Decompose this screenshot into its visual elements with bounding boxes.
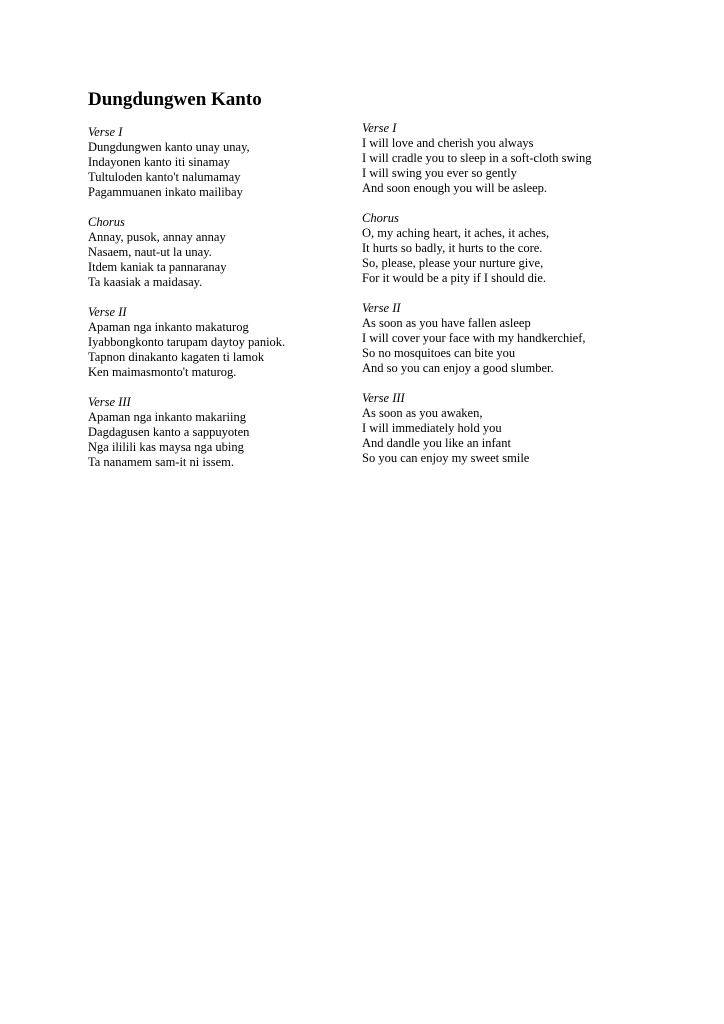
- lyric-line: Annay, pusok, annay annay: [88, 230, 226, 244]
- stanza-label: Chorus: [362, 211, 399, 225]
- lyric-line: I will love and cherish you always: [362, 136, 534, 150]
- lyric-line: Ta nanamem sam-it ni issem.: [88, 455, 234, 469]
- stanza-label: Verse II: [88, 305, 127, 319]
- lyric-line: So no mosquitoes can bite you: [362, 346, 516, 360]
- stanza: [88, 125, 388, 200]
- lyric-line: And soon enough you will be asleep.: [362, 181, 548, 195]
- lyric-line: So, please, please your nurture give,: [362, 256, 544, 270]
- lyric-line: Ken maimasmonto't maturog.: [88, 365, 237, 379]
- stanza: [362, 391, 662, 466]
- lyric-line: And dandle you like an infant: [362, 436, 511, 450]
- lyric-line: Itdem kaniak ta pannaranay: [88, 260, 227, 274]
- stanza-label: Verse I: [88, 125, 123, 139]
- stanza: [362, 301, 662, 376]
- stanza: [362, 211, 662, 286]
- lyric-line: Apaman nga inkanto makariing: [88, 410, 246, 424]
- lyric-line: As soon as you have fallen asleep: [362, 316, 531, 330]
- lyric-line: As soon as you awaken,: [362, 406, 483, 420]
- stanza: [88, 305, 388, 380]
- lyric-line: Dagdagusen kanto a sappuyoten: [88, 425, 250, 439]
- lyric-line: Tultuloden kanto't nalumamay: [88, 170, 241, 184]
- lyric-line: I will cradle you to sleep in a soft-cloth swing: [362, 151, 592, 165]
- stanza-label: Verse III: [88, 395, 131, 409]
- lyric-line: Ta kaasiak a maidasay.: [88, 275, 203, 289]
- stanza: [88, 395, 388, 470]
- lyric-line: I will cover your face with my handkerchief,: [362, 331, 586, 345]
- lyric-line: Apaman nga inkanto makaturog: [88, 320, 249, 334]
- lyric-line: Pagammuanen inkato mailibay: [88, 185, 243, 199]
- lyric-line: I will immediately hold you: [362, 421, 502, 435]
- lyric-line: And so you can enjoy a good slumber.: [362, 361, 554, 375]
- ilocano-lyrics-column: [88, 125, 388, 485]
- lyric-line: I will swing you ever so gently: [362, 166, 517, 180]
- stanza-label: Verse II: [362, 301, 401, 315]
- lyric-line: Dungdungwen kanto unay unay,: [88, 140, 250, 154]
- lyric-line: O, my aching heart, it aches, it aches,: [362, 226, 550, 240]
- stanza: [362, 121, 662, 196]
- lyric-line: For it would be a pity if I should die.: [362, 271, 547, 285]
- lyric-line: So you can enjoy my sweet smile: [362, 451, 530, 465]
- lyric-line: Indayonen kanto iti sinamay: [88, 155, 230, 169]
- document-title: Dungdungwen Kanto: [88, 89, 262, 110]
- stanza-label: Verse III: [362, 391, 405, 405]
- stanza-label: Chorus: [88, 215, 125, 229]
- lyric-line: Tapnon dinakanto kagaten ti lamok: [88, 350, 265, 364]
- lyric-line: Nga ililili kas maysa nga ubing: [88, 440, 244, 454]
- lyric-line: Iyabbongkonto tarupam daytoy paniok.: [88, 335, 286, 349]
- stanza: [88, 215, 388, 290]
- english-translation-column: [362, 121, 662, 481]
- lyric-line: Nasaem, naut-ut la unay.: [88, 245, 212, 259]
- lyric-line: It hurts so badly, it hurts to the core.: [362, 241, 543, 255]
- stanza-label: Verse I: [362, 121, 397, 135]
